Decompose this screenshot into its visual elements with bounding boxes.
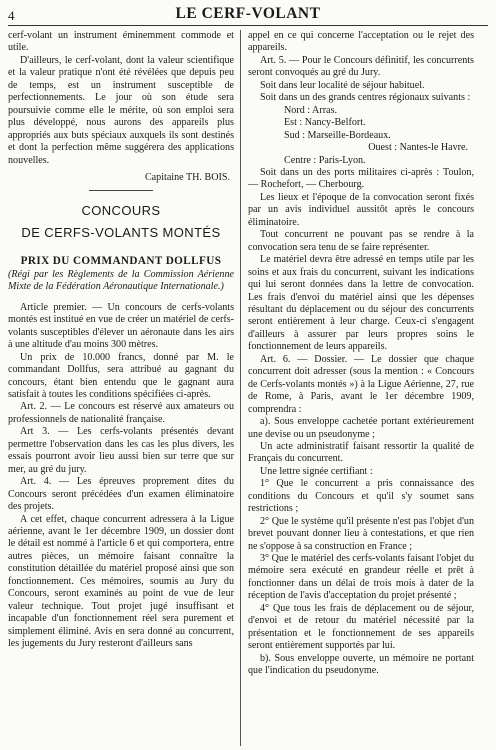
- city-list: [248, 105, 474, 167]
- section-title: CONCOURS: [81, 203, 161, 219]
- left-column: [8, 30, 234, 748]
- article-paragraph: Article premier. — Un concours de cerfs-volants montés est institué en vue de créer un matériel de cerfs-volants susceptibles d'élever un aéronaute dans les airs à une altitude d'au moins 300 mètres.: [8, 301, 234, 351]
- article-paragraph: Soit dans un des grands centres régionaux suivants :: [260, 92, 471, 104]
- section-divider: [89, 190, 153, 191]
- section-subtitle: DE CERFS-VOLANTS MONTÉS: [21, 225, 221, 241]
- page-header: [0, 0, 496, 32]
- header-rule: [8, 25, 488, 26]
- article-paragraph: Art. 2. — Le concours est réservé aux amateurs ou professionnels de nationalité française.: [8, 401, 234, 425]
- city-item: Nord : Arras.: [284, 104, 337, 116]
- article-paragraph: Art. 4. — Les épreuves proprement dites du Concours seront précédées d'un examen éliminatoire des projets.: [8, 476, 234, 513]
- running-title: LE CERF-VOLANT: [175, 5, 321, 22]
- prize-title: PRIX DU COMMANDANT DOLLFUS: [20, 255, 222, 268]
- page-number: 4: [8, 8, 15, 23]
- article-paragraph: 2° Que le système qu'il présente n'est pas l'objet d'un brevet pouvant donner lieu à contestations, et que rien ne s'oppose à sa construction en France ;: [248, 515, 474, 552]
- article-paragraph: Soit dans un des ports militaires ci-après : Toulon, — Rochefort, — Cherbourg.: [248, 166, 474, 191]
- article-paragraph: 4° Que tous les frais de déplacement ou de séjour, d'envoi et de retour du matériel nécessité par la présentation et le fonctionnement de ses appareils seront entièrement supportés par lui.: [248, 602, 474, 652]
- article-paragraph: Soit dans leur localité de séjour habituel.: [260, 79, 425, 91]
- article-paragraph: a). Sous enveloppe cachetée portant extérieurement une devise ou un pseudonyme ;: [248, 416, 474, 440]
- article-paragraph: 3° Que le matériel des cerfs-volants faisant l'objet du mémoire sera exécuté en grandeur réelle et prêt à fonctionner dans un délai de trois mois à dater de la réception de l'avis d'acceptation du projet présenté ;: [248, 553, 474, 602]
- article-paragraph: Un prix de 10.000 francs, donné par M. le commandant Dollfus, sera attribué au gagnant du concours, étant bien entendu que le gagnant aura satisfait à toutes les conditions spécifiées ci-après.: [8, 351, 234, 400]
- article-paragraph: Tout concurrent ne pouvant pas se rendre à la convocation sera tenu de se faire représenter.: [248, 229, 474, 253]
- regulation-note: (Régi par les Règlements de la Commission Aérienne Mixte de la Fédération Aéronautique Internationale.): [8, 268, 234, 293]
- article-paragraph: Les lieux et l'époque de la convocation seront fixés par un avis individuel aussitôt après le concours éliminatoire.: [248, 191, 474, 228]
- article-paragraph: Art. 6. — Dossier. — Le dossier que chaque concurrent doit adresser (sous la mention : « Concours de Cerfs-volants montés ») à la Ligue Aérienne, 27, rue de Rome, à Paris, avant le 1er décembre 1909, comprendra :: [248, 353, 474, 415]
- author-signature: Capitaine TH. BOIS.: [144, 171, 230, 183]
- article-paragraph: appel en ce qui concerne l'acceptation ou le rejet des appareils.: [248, 30, 474, 54]
- article-paragraph: 1° Que le concurrent a pris connaissance des conditions du Concours et qu'il s'y soumet sans restrictions ;: [248, 478, 474, 515]
- column-divider: [240, 30, 241, 746]
- article-paragraph: Art 3. — Les cerfs-volants présentés devant permettre l'observation dans les cas les plus divers, les essais pourront avoir lieu aussi bien sur terre que sur mer, au gré du jury.: [8, 426, 234, 475]
- article-paragraph: Art. 5. — Pour le Concours définitif, les concurrents seront convoqués au gré du Jury.: [248, 54, 474, 79]
- intro-paragraph: cerf-volant un instrument éminemment commode et utile.: [8, 30, 234, 54]
- article-paragraph: b). Sous enveloppe ouverte, un mémoire ne portant que l'indication du pseudonyme.: [248, 652, 474, 677]
- right-column: [248, 30, 474, 748]
- city-item: Sud : Marseille-Bordeaux.: [284, 129, 391, 141]
- article-paragraph: A cet effet, chaque concurrent adressera à la Ligue aérienne, avant le 1er décembre 1909, un dossier dont le détail est nommé à l'article 6 et qui comportera, entre autres pièces, un mémoire faisant connaître la constitution détaillée du matériel proposé ainsi que son fonctionnement. Ces mémoires, soumis au Jury du Concours, seront examinés au point de vue de leur valeur technique. Tout projet jugé insuffisant et incapable d'un fonctionnement réel sera purement et simplement éliminé. Avis en sera donné au concurrent, les jugements du Jury resteront d'ailleurs sans: [8, 513, 234, 650]
- article-paragraph: Une lettre signée certifiant :: [260, 465, 373, 477]
- city-item: Est : Nancy-Belfort.: [284, 117, 366, 129]
- article-paragraph: Un acte administratif faisant ressortir la qualité de Français du concurrent.: [248, 440, 474, 465]
- intro-paragraph: D'ailleurs, le cerf-volant, dont la valeur scientifique et la valeur pratique n'ont été révélées que depuis peu de temps, est un instrument susceptible de perfectionnements. Le jour où son étude sera poursuivie comme elle le mérite, où son emploi sera plus développé, nous aurons des appareils plus appropriés aux buts spéciaux auxquels ils sont destinés et dont la perfection même suggérera des applications nouvelles.: [8, 54, 234, 166]
- article-paragraph: Le matériel devra être adressé en temps utile par les soins et aux frais du concurrent, suivant les indications qui lui seront données dans la lettre de convocation. Les frais d'envoi du matériel ainsi que les dépenses résultant du déplacement ou du séjour des concurrents seront entièrement à leur charge. Ceux-ci s'engagent d'ailleurs à assurer par leurs propres soins le fonctionnement de leurs appareils.: [248, 254, 474, 353]
- city-item: Centre : Paris-Lyon.: [284, 154, 366, 166]
- city-item: Ouest : Nantes-le Havre.: [368, 142, 468, 154]
